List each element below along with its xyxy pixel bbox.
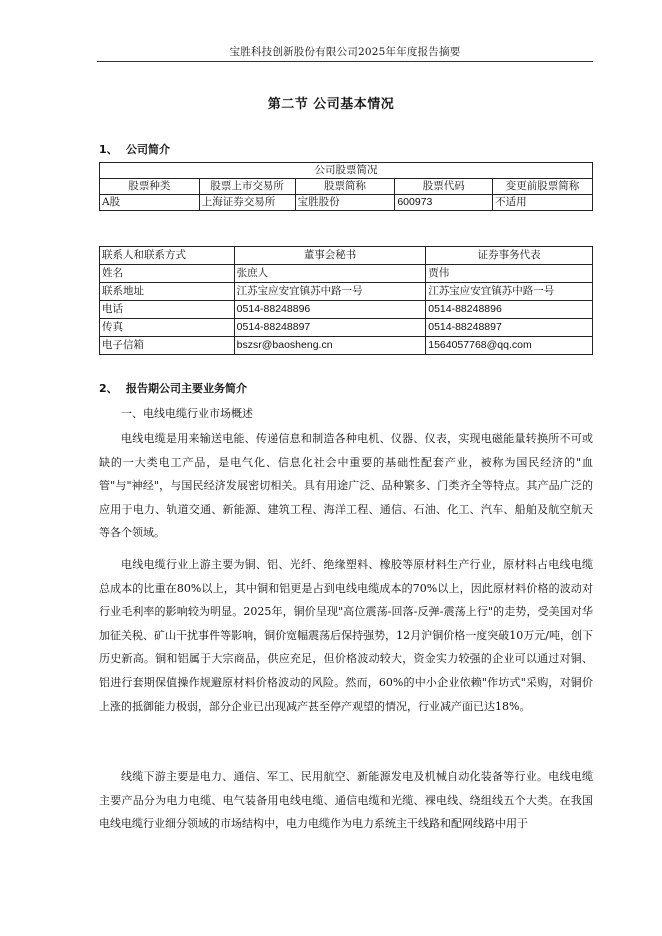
header-divider xyxy=(97,61,593,62)
prev-abbr-cell: 不适用 xyxy=(493,195,593,211)
header-cell: 变更前股票简称 xyxy=(493,179,593,195)
stock-abbr-cell: 宝胜股份 xyxy=(295,195,395,211)
table-header-row xyxy=(100,179,593,195)
representative-value: 1564057768@qq.com xyxy=(426,337,593,355)
row-label: 电子信箱 xyxy=(100,337,235,355)
business-heading xyxy=(99,380,247,396)
secretary-value: 江苏宝应安宜镇苏中路一号 xyxy=(234,283,426,301)
table-row xyxy=(100,283,593,301)
header-cell: 股票简称 xyxy=(295,179,395,195)
paragraph: 电线电缆是用来输送电能、传递信息和制造各种电机、仪器、仪表，实现电磁能量转换所不可或缺的一大类电工产品，是电气化、信息化社会中重要的基础性配套产业，被称为国民经济的"血管"与"神经"，与国民经济发展密切相关。具有用途广泛、品种繁多、门类齐全等特点。其产品广泛的应用于电力、轨道交通、新能源、建筑工程、海洋工程、通信、石油、化工、汽车、船舶及航空航天等各个领域。 xyxy=(99,432,593,540)
table-row xyxy=(100,337,593,355)
business-title: 报告期公司主要业务简介 xyxy=(126,382,247,395)
secretary-value: 张庶人 xyxy=(234,265,426,283)
row-label: 电话 xyxy=(100,301,235,319)
business-subtitle: 一、电线电缆行业市场概述 xyxy=(121,407,253,420)
table-row xyxy=(100,301,593,319)
table-row xyxy=(100,319,593,337)
table-header-row xyxy=(100,247,593,265)
stock-table-caption: 公司股票简况 xyxy=(100,163,593,179)
header-cell: 联系人和联系方式 xyxy=(100,247,235,265)
stock-type-cell: A股 xyxy=(100,195,200,211)
row-label: 传真 xyxy=(100,319,235,337)
section-title: 第二节 公司基本情况 xyxy=(267,97,395,112)
business-number: 2、 xyxy=(99,382,118,395)
header-cell: 股票上市交易所 xyxy=(199,179,295,195)
row-label: 联系地址 xyxy=(100,283,235,301)
table-row xyxy=(100,265,593,283)
company-intro-title: 公司简介 xyxy=(126,143,170,156)
secretary-value: bszsr@baosheng.cn xyxy=(234,337,426,355)
company-intro-heading xyxy=(99,141,170,157)
header-cell: 证券事务代表 xyxy=(426,247,593,265)
representative-value: 0514-88248896 xyxy=(426,301,593,319)
header-cell: 股票种类 xyxy=(100,179,200,195)
paragraph: 电线电缆行业上游主要为铜、铝、光纤、绝缘塑料、橡胶等原材料生产行业，原材料占电线电缆总成本的比重在80%以上，其中铜和铝更是占到电线电缆成本的70%以上，因此原材料价格的波动对行业毛利率的影响较为明显。2025年，铜价呈现"高位震荡-回落-反弹-震荡上行"的走势，受美国对华加征关税、矿山干扰事件等影响，铜价宽幅震荡后保持强势，12月沪铜价格一度突破10万元/吨，创下历史新高。铜和铝属于大宗商品，供应充足，但价格波动较大，资金实力较强的企业可以通过对铜、铝进行套期保值操作规避原材料价格波动的风险。然而，60%的中小企业依赖"作坊式"采购，对铜价上涨的抵御能力极弱，部分企业已出现减产甚至停产观望的情况，行业减产面已达18%。 xyxy=(99,558,593,713)
representative-value: 贾伟 xyxy=(426,265,593,283)
representative-value: 0514-88248897 xyxy=(426,319,593,337)
paragraph: 线缆下游主要是电力、通信、军工、民用航空、新能源发电及机械自动化装备等行业。电线电缆主要产品分为电力电缆、电气装备用电线电缆、通信电缆和光缆、裸电线、绕组线五个大类。在我国电线电缆行业细分领域的市场结构中，电力电缆作为电力系统主干线路和配网线路中用于 xyxy=(99,770,593,831)
header-cell: 股票代码 xyxy=(395,179,493,195)
stock-summary-table xyxy=(99,162,593,211)
secretary-value: 0514-88248896 xyxy=(234,301,426,319)
header-cell: 董事会秘书 xyxy=(234,247,426,265)
row-label: 姓名 xyxy=(100,265,235,283)
exchange-cell: 上海证券交易所 xyxy=(199,195,295,211)
contact-table xyxy=(99,246,593,355)
company-intro-number: 1、 xyxy=(99,143,118,156)
representative-value: 江苏宝应安宜镇苏中路一号 xyxy=(426,283,593,301)
table-row xyxy=(100,195,593,211)
secretary-value: 0514-88248897 xyxy=(234,319,426,337)
report-header: 宝胜科技创新股份有限公司2025年年度报告摘要 xyxy=(229,46,461,58)
stock-code-cell: 600973 xyxy=(395,195,493,211)
